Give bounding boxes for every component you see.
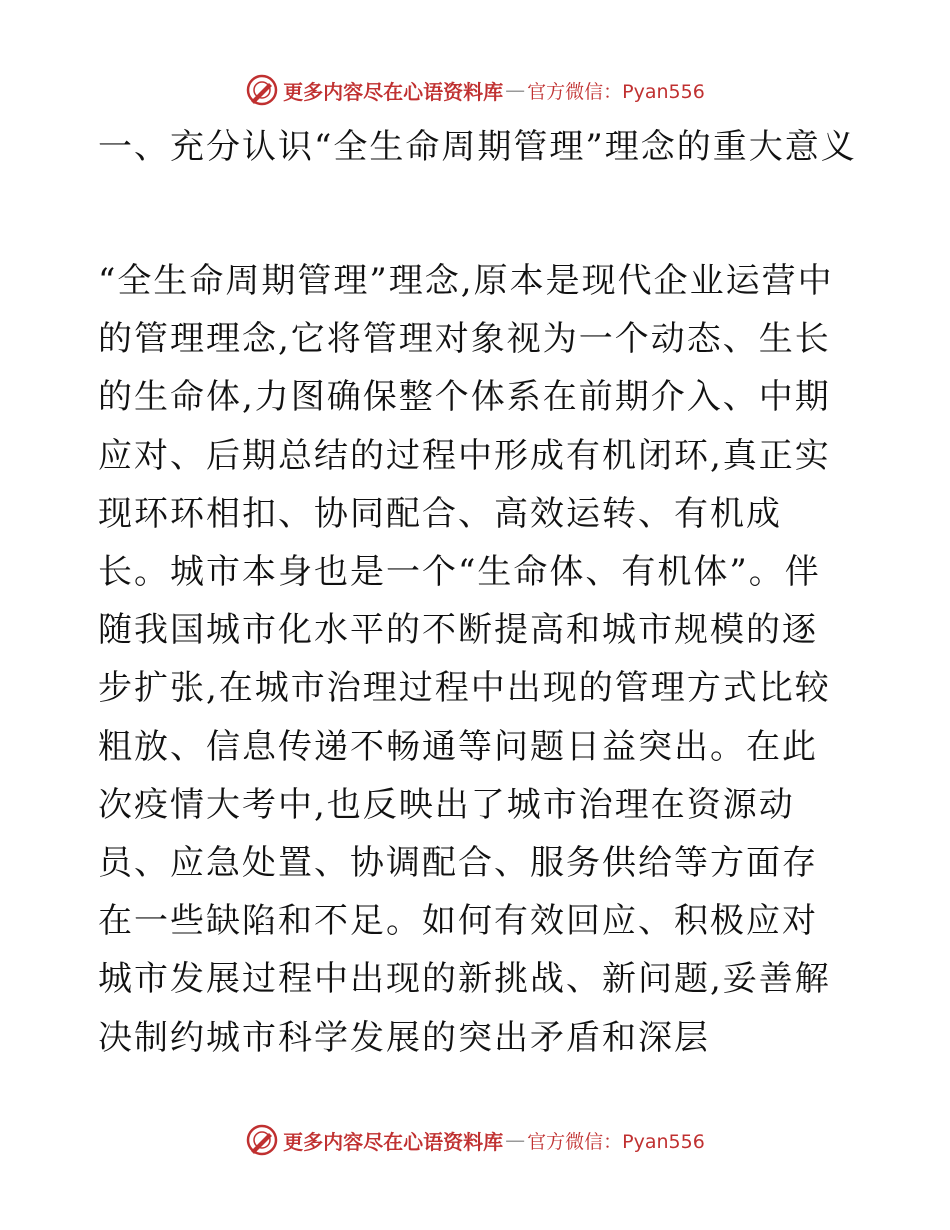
banner-text: 更多内容尽在心语资料库 <box>283 1129 504 1154</box>
pen-circle-logo-icon <box>245 73 279 107</box>
banner-separator: — <box>505 1128 526 1152</box>
body-paragraph: “全生命周期管理”理念,原本是现代企业运营中的管理理念,它将管理对象视为一个动态、生长的生命体,力图确保整个体系在前期介入、中期应对、后期总结的过程中形成有机闭环,真正实现环环相扣、协同配合、高效运转、有机成长。城市本身也是一个“生命体、有机体”。伴随我国城市化水平的不断提高和城市规模的逐步扩张,在城市治理过程中出现的管理方式比较粗放、信息传递不畅通等问题日益突出。在此次疫情大考中,也反映出了城市治理在资源动员、应急处置、协调配合、服务供给等方面存在一些缺陷和不足。如何有效回应、积极应对城市发展过程中出现的新挑战、新问题,妥善解决制约城市科学发展的突出矛盾和深层 <box>98 261 834 1058</box>
banner-contact: 官方微信：Pyan556 <box>527 80 705 103</box>
header-watermark-banner <box>0 70 950 110</box>
banner-separator: — <box>505 78 526 102</box>
footer-watermark-banner <box>0 1120 950 1160</box>
pen-circle-logo-icon <box>245 1123 279 1157</box>
banner-contact: 官方微信：Pyan556 <box>527 1130 705 1153</box>
banner-text: 更多内容尽在心语资料库 <box>283 79 504 104</box>
section-heading: 一、充分认识“全生命周期管理”理念的重大意义 <box>98 127 857 167</box>
